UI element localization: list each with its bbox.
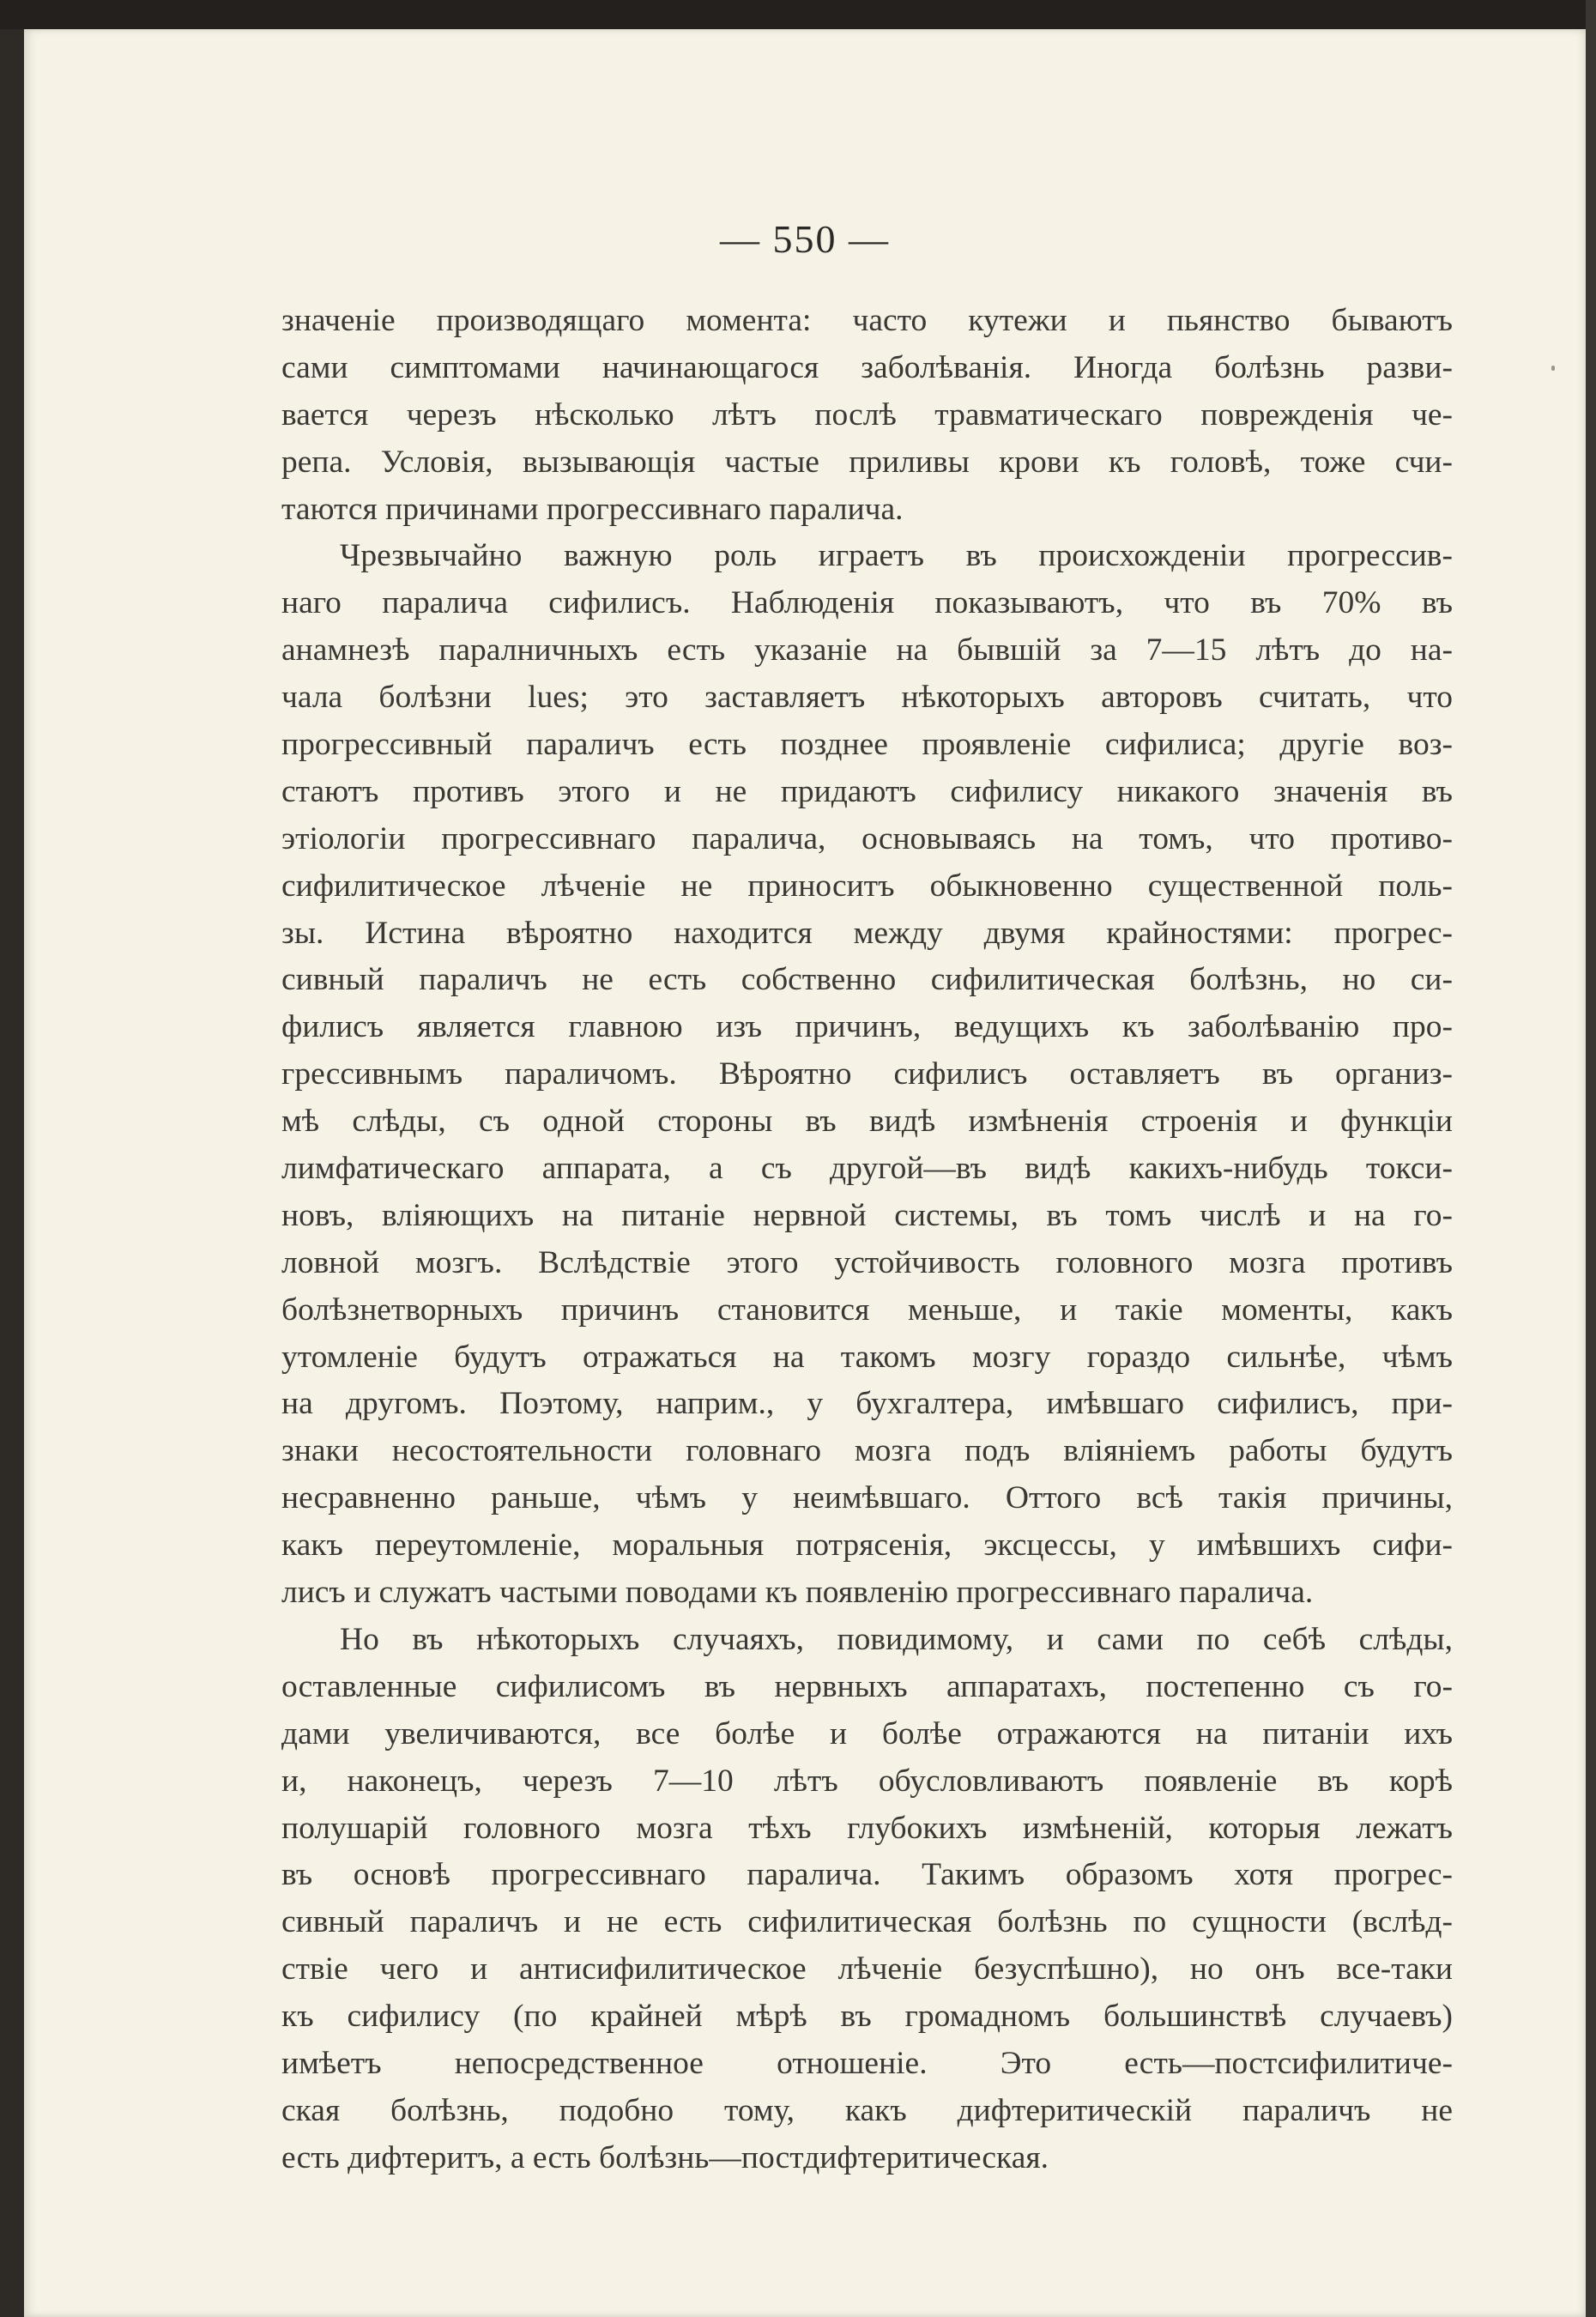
text-line: чала болѣзни lues; это заставляетъ нѣкоторыхъ авторовъ считать, что [281, 680, 1453, 716]
text-line: сивный параличъ и не есть сифилитическая болѣзнь по сущности (вслѣд- [281, 1904, 1453, 1940]
paragraph [281, 533, 1453, 1616]
text-line: имѣетъ непосредственное отношеніе. Это есть—постсифилитиче- [281, 2045, 1453, 2081]
text-line: ловной мозгъ. Вслѣдствіе этого устойчивость головного мозга противъ [281, 1244, 1453, 1280]
text-line: и, наконецъ, черезъ 7—10 лѣтъ обусловливаютъ появленіе въ корѣ [281, 1763, 1453, 1799]
text-line: Чрезвычайно важную роль играетъ въ происхожденіи прогрессив- [340, 538, 1453, 574]
paragraph [281, 1617, 1453, 2182]
text-line: анамнезѣ паралничныхъ есть указаніе на бывшій за 7—15 лѣтъ до на- [281, 632, 1453, 668]
text-line: стаютъ противъ этого и не придаютъ сифилису никакого значенія въ [281, 773, 1453, 809]
text-line: дами увеличиваются, все болѣе и болѣе отражаются на питаніи ихъ [281, 1715, 1453, 1751]
text-line: есть дифтеритъ, а есть болѣзнь—постдифтеритическая. [281, 2139, 1049, 2175]
text-line: лимфатическаго аппарата, а съ другой—въ видѣ какихъ-нибудь токси- [281, 1151, 1453, 1187]
text-line: къ сифилису (по крайней мѣрѣ въ громадномъ большинствѣ случаевъ) [281, 1999, 1453, 2035]
text-line: сами симптомами начинающагося заболѣванія. Иногда болѣзнь разви- [281, 349, 1453, 385]
text-line: сифилитическое лѣченіе не приноситъ обыкновенно существенной поль- [281, 868, 1453, 904]
page-number: — 550 — [720, 217, 890, 261]
text-line: филисъ является главною изъ причинъ, ведущихъ къ заболѣванію про- [281, 1009, 1453, 1045]
text-line: грессивнымъ параличомъ. Вѣроятно сифилисъ оставляетъ въ организ- [281, 1056, 1453, 1092]
text-line: значеніе производящаго момента: часто кутежи и пьянство бываютъ [281, 303, 1453, 338]
text-line: какъ переутомленіе, моральныя потрясенія, эксцессы, у имѣвшихъ сифи- [281, 1528, 1453, 1564]
text-line: таются причинами прогрессивнаго паралича. [281, 491, 904, 527]
text-line: на другомъ. Поэтому, наприм., у бухгалтера, имѣвшаго сифилисъ, при- [281, 1386, 1453, 1422]
text-line: болѣзнетворныхъ причинъ становится меньше, и такіе моменты, какъ [281, 1292, 1453, 1328]
scan-top-edge [0, 0, 1596, 29]
text-line: новъ, вліяющихъ на питаніе нервной системы, въ томъ числѣ и на го- [281, 1197, 1453, 1233]
text-line: знаки несостоятельности головнаго мозга подъ вліяніемъ работы будутъ [281, 1433, 1453, 1469]
text-line: репа. Условія, вызывающія частые приливы крови къ головѣ, тоже счи- [281, 444, 1453, 480]
text-line: несравненно раньше, чѣмъ у неимѣвшаго. Оттого всѣ такія причины, [281, 1480, 1453, 1516]
text-line: Но въ нѣкоторыхъ случаяхъ, повидимому, и сами по себѣ слѣды, [340, 1621, 1453, 1657]
text-line: ская болѣзнь, подобно тому, какъ дифтеритическій параличъ не [281, 2092, 1453, 2128]
document-page [24, 29, 1586, 2317]
text-line: утомленіе будутъ отражаться на такомъ мозгу гораздо сильнѣе, чѣмъ [281, 1339, 1453, 1375]
text-line: ствіе чего и антисифилитическое лѣченіе безуспѣшно), но онъ все-таки [281, 1951, 1453, 1987]
text-line: вается черезъ нѣсколько лѣтъ послѣ травматическаго поврежденія че- [281, 396, 1453, 433]
text-line: наго паралича сифилисъ. Наблюденія показываютъ, что въ 70% въ [281, 585, 1453, 621]
scan-right-edge [1586, 0, 1596, 2317]
scan-speck [1551, 366, 1555, 371]
text-line: этіологіи прогрессивнаго паралича, основываясь на томъ, что противо- [281, 820, 1453, 856]
text-line: оставленные сифилисомъ въ нервныхъ аппаратахъ, постепенно съ го- [281, 1668, 1453, 1704]
body-text [281, 298, 1453, 2182]
text-line: прогрессивный параличъ есть позднее проявленіе сифилиса; другіе воз- [281, 727, 1453, 763]
text-line: въ основѣ прогрессивнаго паралича. Такимъ образомъ хотя прогрес- [281, 1857, 1453, 1893]
paragraph [281, 298, 1453, 533]
text-line: сивный параличъ не есть собственно сифилитическая болѣзнь, но си- [281, 962, 1453, 998]
text-line: полушарій головного мозга тѣхъ глубокихъ измѣненій, которыя лежатъ [281, 1810, 1453, 1846]
text-line: лисъ и служатъ частыми поводами къ появленію прогрессивнаго паралича. [281, 1575, 1314, 1611]
text-line: зы. Истина вѣроятно находится между двумя крайностями: прогрес- [281, 915, 1453, 951]
text-line: мѣ слѣды, съ одной стороны въ видѣ измѣненія строенія и функціи [281, 1104, 1453, 1140]
